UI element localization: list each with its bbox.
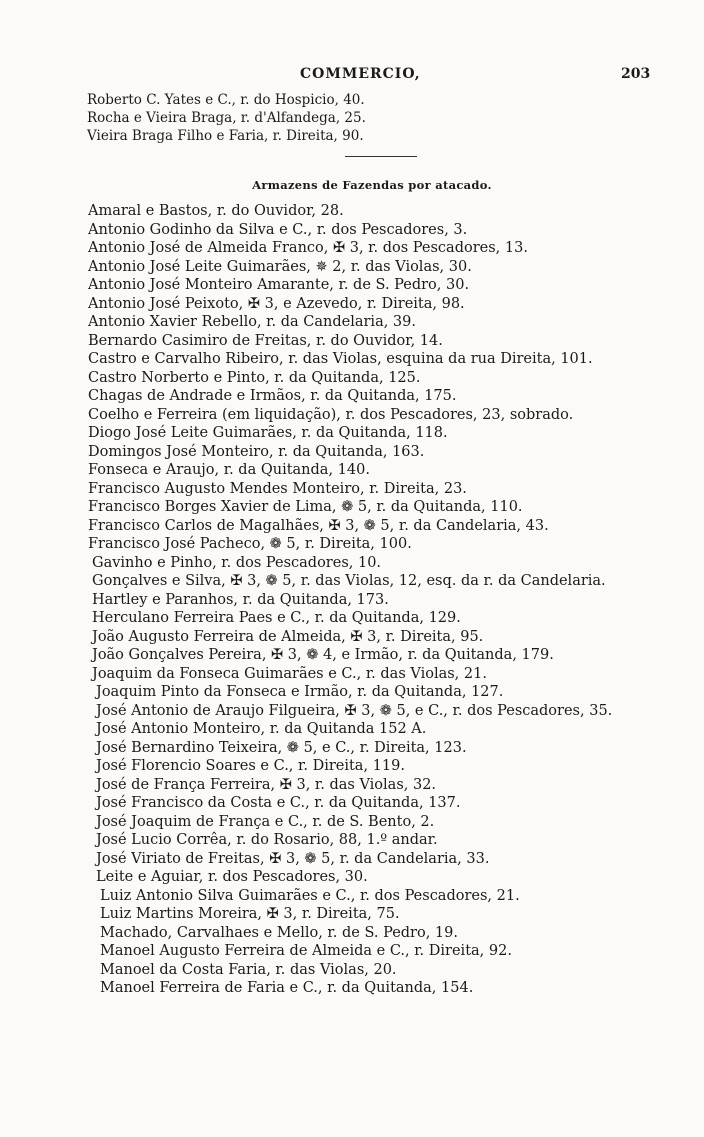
running-title: COMMERCIO, [300,66,421,82]
list-item: Bernardo Casimiro de Freitas, r. do Ouvidor, 14. [88,332,443,349]
section-heading: Armazens de Fazendas por atacado. [252,178,492,192]
list-item: Gonçalves e Silva, ✠ 3, ❁ 5, r. das Violas, 12, esq. da r. da Candelaria. [92,573,606,589]
list-item: Leite e Aguiar, r. dos Pescadores, 30. [96,869,368,885]
list-item: João Augusto Ferreira de Almeida, ✠ 3, r. Direita, 95. [92,628,484,645]
list-item: Antonio José Leite Guimarães, ✵ 2, r. das Violas, 30. [88,258,472,275]
list-item: Francisco José Pacheco, ❁ 5, r. Direita, 100. [88,536,412,552]
list-item: Rocha e Vieira Braga, r. d'Alfandega, 25. [87,110,366,126]
list-item: Francisco Carlos de Magalhães, ✠ 3, ❁ 5, r. da Candelaria, 43. [88,517,549,534]
list-item: Hartley e Paranhos, r. da Quitanda, 173. [92,591,389,608]
list-item: Luiz Antonio Silva Guimarães e C., r. dos Pescadores, 21. [100,887,520,904]
list-item: José Bernardino Teixeira, ❁ 5, e C., r. Direita, 123. [96,739,467,756]
list-item: Antonio José de Almeida Franco, ✠ 3, r. dos Pescadores, 13. [88,240,528,256]
list-item: Coelho e Ferreira (em liquidação), r. dos Pescadores, 23, sobrado. [88,406,574,423]
list-item: João Gonçalves Pereira, ✠ 3, ❁ 4, e Irmão, r. da Quitanda, 179. [92,647,554,663]
list-item: Herculano Ferreira Paes e C., r. da Quitanda, 129. [92,610,461,626]
list-item: Luiz Martins Moreira, ✠ 3, r. Direita, 75. [100,906,400,922]
list-item: Castro Norberto e Pinto, r. da Quitanda, 125. [88,369,421,386]
list-item: Vieira Braga Filho e Faria, r. Direita, 90. [87,128,364,144]
list-item: José de França Ferreira, ✠ 3, r. das Violas, 32. [96,776,437,793]
list-item: Gavinho e Pinho, r. dos Pescadores, 10. [92,554,382,571]
list-item: José Joaquim de França e C., r. de S. Bento, 2. [96,813,435,830]
list-item: Fonseca e Araujo, r. da Quitanda, 140. [88,462,370,478]
list-item: Domingos José Monteiro, r. da Quitanda, 163. [88,443,425,460]
page-number: 203 [621,66,651,82]
list-item: Manoel da Costa Faria, r. das Violas, 20. [100,961,397,978]
top-entries-list [87,91,687,145]
list-item: Antonio Godinho da Silva e C., r. dos Pescadores, 3. [88,221,468,238]
list-item: Manoel Ferreira de Faria e C., r. da Quitanda, 154. [100,980,474,996]
list-item: Antonio José Peixoto, ✠ 3, e Azevedo, r. Direita, 98. [88,295,465,312]
divider-rule [345,156,417,157]
list-item: Antonio Xavier Rebello, r. da Candelaria, 39. [88,314,416,330]
list-item: Machado, Carvalhaes e Mello, r. de S. Pedro, 19. [100,924,458,941]
wholesale-entries-list [88,202,698,998]
list-item: José Francisco da Costa e C., r. da Quitanda, 137. [96,795,461,811]
list-item: Diogo José Leite Guimarães, r. da Quitanda, 118. [88,425,448,441]
list-item: José Florencio Soares e C., r. Direita, 119. [96,758,405,774]
list-item: José Antonio Monteiro, r. da Quitanda 152 A. [96,721,427,737]
list-item: Chagas de Andrade e Irmãos, r. da Quitanda, 175. [88,388,457,404]
list-item: José Antonio de Araujo Filgueira, ✠ 3, ❁ 5, e C., r. dos Pescadores, 35. [96,702,613,719]
list-item: Antonio José Monteiro Amarante, r. de S. Pedro, 30. [88,277,470,293]
list-item: Roberto C. Yates e C., r. do Hospicio, 40. [87,92,365,108]
list-item: Castro e Carvalho Ribeiro, r. das Violas, esquina da rua Direita, 101. [88,351,593,367]
list-item: Joaquim da Fonseca Guimarães e C., r. das Violas, 21. [92,665,487,682]
running-head [0,66,704,86]
list-item: Francisco Borges Xavier de Lima, ❁ 5, r. da Quitanda, 110. [88,499,523,515]
list-item: José Viriato de Freitas, ✠ 3, ❁ 5, r. da Candelaria, 33. [96,850,490,867]
list-item: Manoel Augusto Ferreira de Almeida e C., r. Direita, 92. [100,943,512,959]
list-item: José Lucio Corrêa, r. do Rosario, 88, 1.º andar. [96,832,438,848]
list-item: Amaral e Bastos, r. do Ouvidor, 28. [88,203,344,219]
list-item: Francisco Augusto Mendes Monteiro, r. Direita, 23. [88,480,467,497]
list-item: Joaquim Pinto da Fonseca e Irmão, r. da Quitanda, 127. [96,684,504,700]
